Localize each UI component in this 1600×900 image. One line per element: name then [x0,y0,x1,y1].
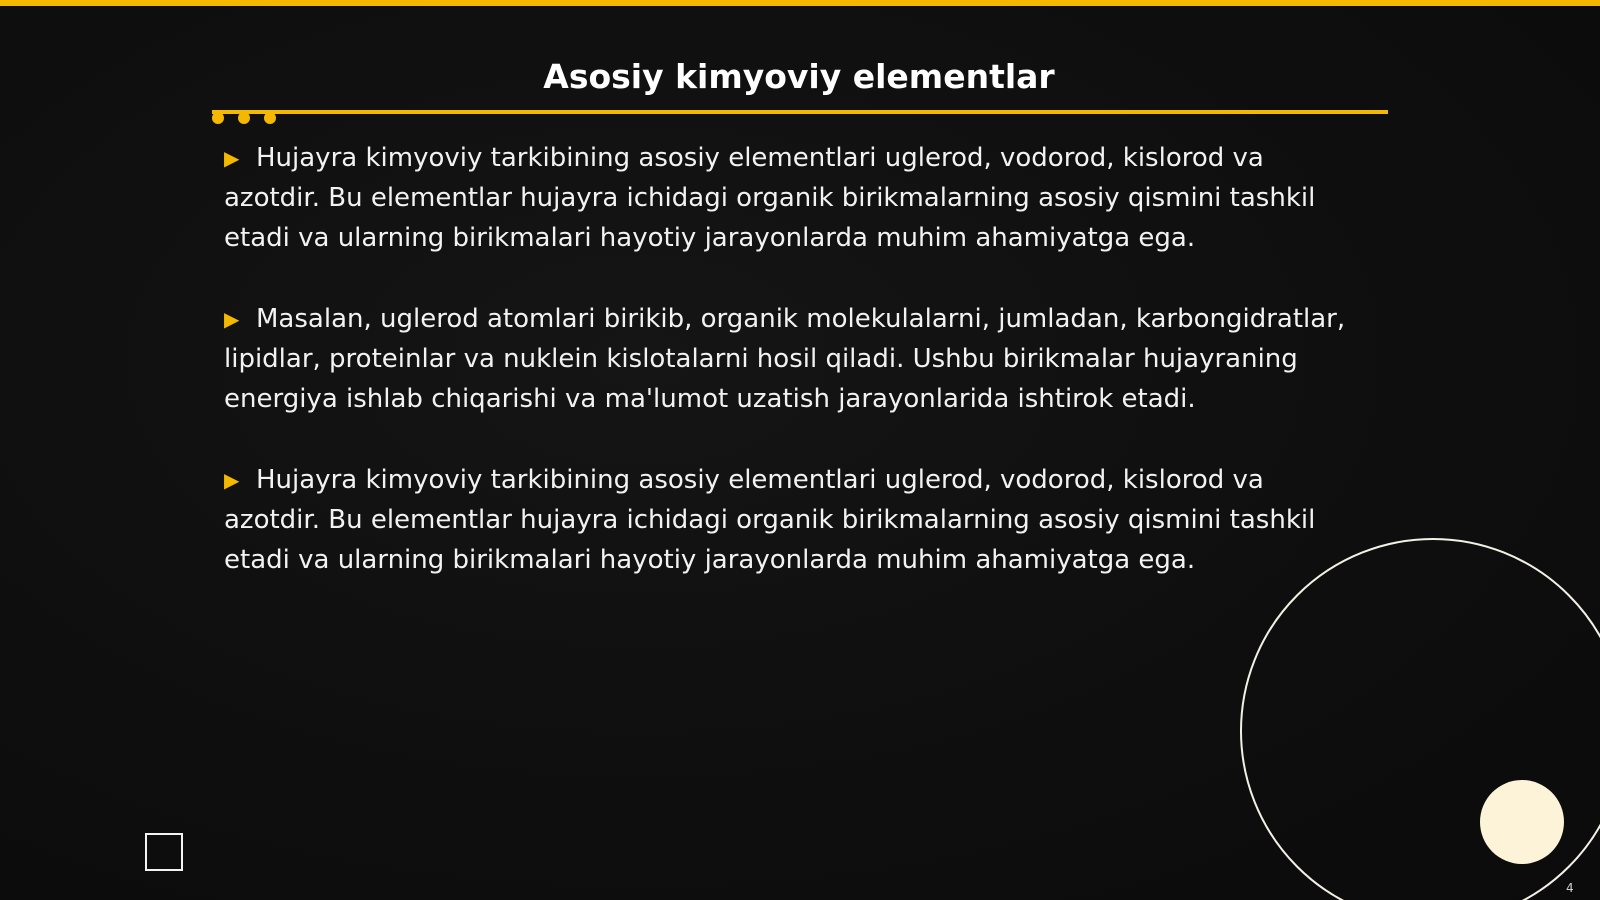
bullet-text: Masalan, uglerod atomlari birikib, organik molekulalarni, jumladan, karbongidratlar, lipidlar, proteinlar va nuklein kislotalarni hosil qiladi. Ushbu birikmalar hujayraning energiya ishlab chiqarishi va ma'lumot uzatish jarayonlarida ishtirok etadi. [224,304,1346,414]
decorative-dot [212,112,224,124]
bullet-text: Hujayra kimyoviy tarkibining asosiy elementlari uglerod, vodorod, kislorod va azotdir. Bu elementlar hujayra ichidagi organik birikmalarning asosiy qismini tashkil etadi va ularning birikmalari hayotiy jarayonlarda muhim ahamiyatga ega. [224,143,1316,253]
bullet-item [224,460,1354,580]
decorative-circle-filled [1480,780,1564,864]
decorative-dot [238,112,250,124]
slide-title: Asosiy kimyoviy elementlar [543,57,1055,96]
title-underline [212,110,1388,114]
bullet-list [224,138,1354,621]
decorative-dot [264,112,276,124]
decorative-square-outline [145,833,183,871]
page-number: 4 [1566,881,1574,895]
triangle-right-icon: ▶ [224,307,240,331]
bullet-item [224,299,1354,419]
triangle-right-icon: ▶ [224,468,240,492]
top-accent-bar [0,0,1600,6]
bullet-item [224,138,1354,258]
bullet-text: Hujayra kimyoviy tarkibining asosiy elementlari uglerod, vodorod, kislorod va azotdir. Bu elementlar hujayra ichidagi organik birikmalarning asosiy qismini tashkil etadi va ularning birikmalari hayotiy jarayonlarda muhim ahamiyatga ega. [224,465,1316,575]
triangle-right-icon: ▶ [224,146,240,170]
